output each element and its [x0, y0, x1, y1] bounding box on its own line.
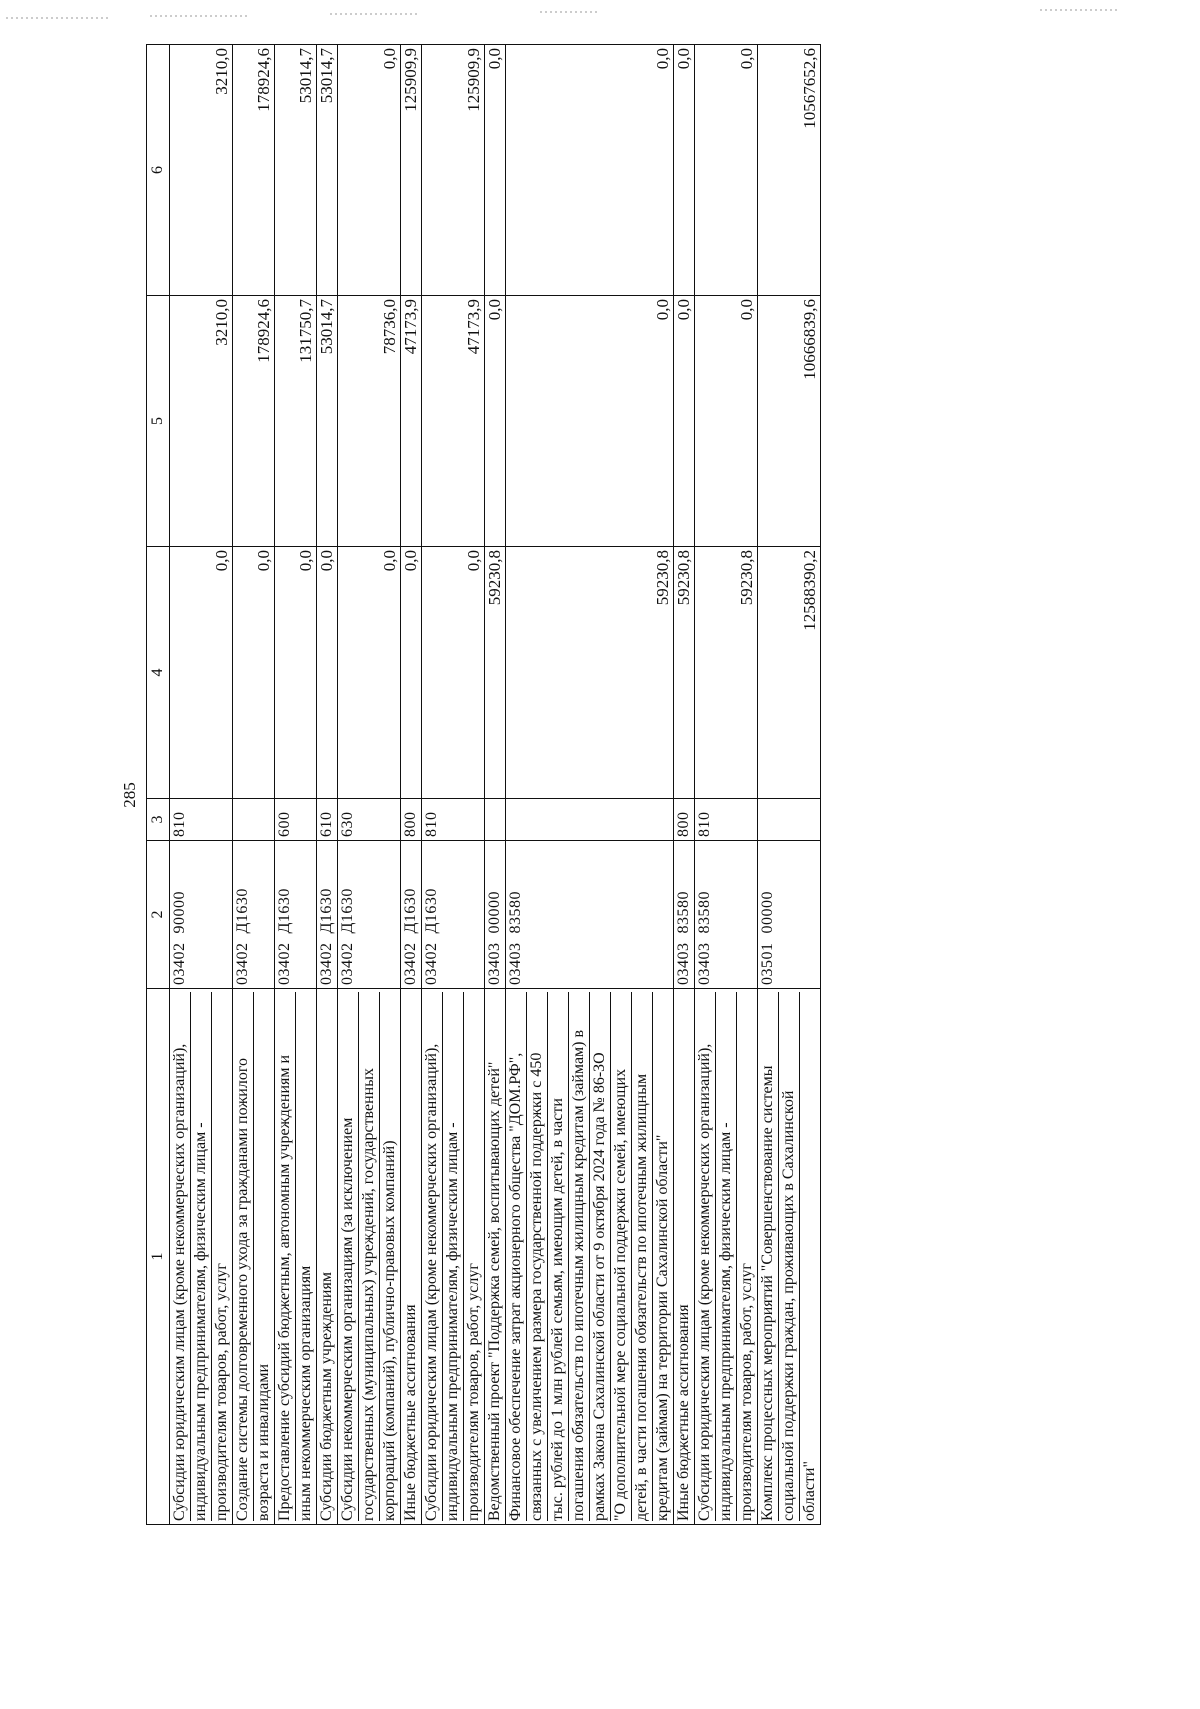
- description-line: государственных (муниципальных) учреждений, государственных: [359, 992, 380, 1521]
- rotated-page: [122, 45, 842, 1525]
- row-value-5: 0,0: [674, 296, 695, 547]
- description-line: социальной поддержки граждан, проживающих в Сахалинской: [779, 992, 800, 1521]
- row-value-4: 0,0: [233, 547, 275, 799]
- row-description: [170, 989, 233, 1525]
- row-value-5: 10666839,6: [758, 296, 821, 547]
- description-line: производителям товаров, работ, услуг: [738, 1263, 755, 1521]
- table-row: [338, 45, 401, 1525]
- description-line: детей, в части погашения обязательств по ипотечным жилищным: [632, 992, 653, 1521]
- row-type: 630: [338, 799, 401, 841]
- row-code: 03402 90000: [170, 841, 233, 989]
- table-row: [506, 45, 674, 1525]
- header-col-4: 4: [147, 547, 170, 799]
- row-value-5: 131750,7: [275, 296, 317, 547]
- row-type: 800: [401, 799, 422, 841]
- row-value-5: 0,0: [485, 296, 506, 547]
- row-description: [401, 989, 422, 1525]
- row-code: 03402 Д1630: [275, 841, 317, 989]
- row-description: [233, 989, 275, 1525]
- description-line: Субсидии юридическим лицам (кроме некоммерческих организаций),: [170, 992, 191, 1521]
- description-line: Иные бюджетные ассигнования: [402, 1304, 419, 1521]
- description-line: возраста и инвалидами: [255, 1363, 272, 1521]
- row-value-4: 59230,8: [695, 547, 758, 799]
- row-value-4: 59230,8: [506, 547, 674, 799]
- table-row: [674, 45, 695, 1525]
- row-type: 610: [317, 799, 338, 841]
- row-value-6: 178924,6: [233, 45, 275, 296]
- description-line: иным некоммерческим организациям: [297, 1265, 314, 1521]
- description-line: корпораций (компаний), публично-правовых компаний): [381, 1140, 398, 1521]
- description-line: Субсидии бюджетным учреждениям: [318, 1272, 335, 1521]
- description-line: тыс. рублей до 1 млн рублей семьям, имеющим детей, в части: [548, 992, 569, 1521]
- row-description: [485, 989, 506, 1525]
- row-value-4: 0,0: [317, 547, 338, 799]
- description-line: Ведомственный проект "Поддержка семей, воспитывающих детей": [486, 1061, 503, 1521]
- row-code: 03402 Д1630: [338, 841, 401, 989]
- header-col-6: 6: [147, 45, 170, 296]
- row-code: 03402 Д1630: [317, 841, 338, 989]
- page-number: 285: [120, 782, 139, 808]
- row-description: [275, 989, 317, 1525]
- row-value-6: 3210,0: [170, 45, 233, 296]
- description-line: производителям товаров, работ, услуг: [213, 1263, 230, 1521]
- row-value-5: 47173,9: [401, 296, 422, 547]
- description-line: Комплекс процессных мероприятий "Совершенствование системы: [758, 992, 779, 1521]
- row-value-5: 78736,0: [338, 296, 401, 547]
- row-value-4: 59230,8: [674, 547, 695, 799]
- row-value-6: 0,0: [695, 45, 758, 296]
- header-col-2: 2: [147, 841, 170, 989]
- row-value-5: 0,0: [506, 296, 674, 547]
- row-type: 810: [422, 799, 485, 841]
- header-col-1: 1: [147, 989, 170, 1525]
- table-row: [233, 45, 275, 1525]
- row-type: 800: [674, 799, 695, 841]
- row-value-4: 59230,8: [485, 547, 506, 799]
- row-value-5: 0,0: [695, 296, 758, 547]
- row-value-6: 53014,7: [275, 45, 317, 296]
- header-row: [147, 45, 170, 1525]
- header-col-5: 5: [147, 296, 170, 547]
- description-line: индивидуальным предпринимателям, физическим лицам -: [191, 992, 212, 1521]
- row-value-5: 47173,9: [422, 296, 485, 547]
- row-type: 810: [170, 799, 233, 841]
- description-line: Субсидии юридическим лицам (кроме некоммерческих организаций),: [422, 992, 443, 1521]
- row-description: [422, 989, 485, 1525]
- row-type: [233, 799, 275, 841]
- row-value-6: 10567652,6: [758, 45, 821, 296]
- description-line: индивидуальным предпринимателям, физическим лицам -: [716, 992, 737, 1521]
- row-value-6: 0,0: [338, 45, 401, 296]
- table-row: [485, 45, 506, 1525]
- description-line: индивидуальным предпринимателям, физическим лицам -: [443, 992, 464, 1521]
- row-code: 03501 00000: [758, 841, 821, 989]
- row-description: [317, 989, 338, 1525]
- description-line: производителям товаров, работ, услуг: [465, 1263, 482, 1521]
- row-value-4: 0,0: [338, 547, 401, 799]
- row-type: 600: [275, 799, 317, 841]
- row-description: [338, 989, 401, 1525]
- row-code: 03403 00000: [485, 841, 506, 989]
- description-line: кредитам (займам) на территории Сахалинской области": [654, 1134, 671, 1521]
- description-line: рамках Закона Сахалинской области от 9 октября 2024 года № 86-ЗО: [590, 992, 611, 1521]
- header-col-3: 3: [147, 799, 170, 841]
- row-type: 810: [695, 799, 758, 841]
- row-description: [758, 989, 821, 1525]
- row-code: 03402 Д1630: [401, 841, 422, 989]
- row-type: [506, 799, 674, 841]
- row-value-4: 0,0: [422, 547, 485, 799]
- row-value-4: 0,0: [275, 547, 317, 799]
- row-value-6: 53014,7: [317, 45, 338, 296]
- description-line: Финансовое обеспечение затрат акционерного общества "ДОМ.РФ",: [506, 992, 527, 1521]
- row-description: [674, 989, 695, 1525]
- scan-noise: [0, 0, 1200, 30]
- description-line: Субсидии юридическим лицам (кроме некоммерческих организаций),: [695, 992, 716, 1521]
- table-row: [401, 45, 422, 1525]
- row-value-5: 53014,7: [317, 296, 338, 547]
- row-type: [485, 799, 506, 841]
- table-row: [422, 45, 485, 1525]
- row-value-6: 0,0: [674, 45, 695, 296]
- row-code: 03403 83580: [695, 841, 758, 989]
- table-row: [317, 45, 338, 1525]
- row-value-6: 0,0: [506, 45, 674, 296]
- description-line: Создание системы долговременного ухода за гражданами пожилого: [233, 992, 254, 1521]
- row-value-4: 0,0: [401, 547, 422, 799]
- row-code: 03402 Д1630: [422, 841, 485, 989]
- row-type: [758, 799, 821, 841]
- row-value-6: 125909,9: [422, 45, 485, 296]
- row-code: 03403 83580: [674, 841, 695, 989]
- description-line: "О дополнительной мере социальной поддержки семей, имеющих: [611, 992, 632, 1521]
- table-row: [275, 45, 317, 1525]
- row-value-4: 12588390,2: [758, 547, 821, 799]
- description-line: Предоставление субсидий бюджетным, автономным учреждениям и: [275, 992, 296, 1521]
- row-description: [695, 989, 758, 1525]
- description-line: Субсидии некоммерческим организациям (за исключением: [338, 992, 359, 1521]
- row-value-6: 125909,9: [401, 45, 422, 296]
- row-description: [506, 989, 674, 1525]
- table-row: [695, 45, 758, 1525]
- row-code: 03402 Д1630: [233, 841, 275, 989]
- row-code: 03403 83580: [506, 841, 674, 989]
- description-line: погашения обязательств по ипотечным жилищным кредитам (займам) в: [569, 992, 590, 1521]
- budget-table: [146, 44, 821, 1525]
- description-line: связанных с увеличением размера государственной поддержки с 450: [527, 992, 548, 1521]
- row-value-5: 178924,6: [233, 296, 275, 547]
- table-row: [170, 45, 233, 1525]
- table-row: [758, 45, 821, 1525]
- description-line: области": [801, 1460, 818, 1521]
- row-value-5: 3210,0: [170, 296, 233, 547]
- description-line: Иные бюджетные ассигнования: [675, 1304, 692, 1521]
- row-value-4: 0,0: [170, 547, 233, 799]
- row-value-6: 0,0: [485, 45, 506, 296]
